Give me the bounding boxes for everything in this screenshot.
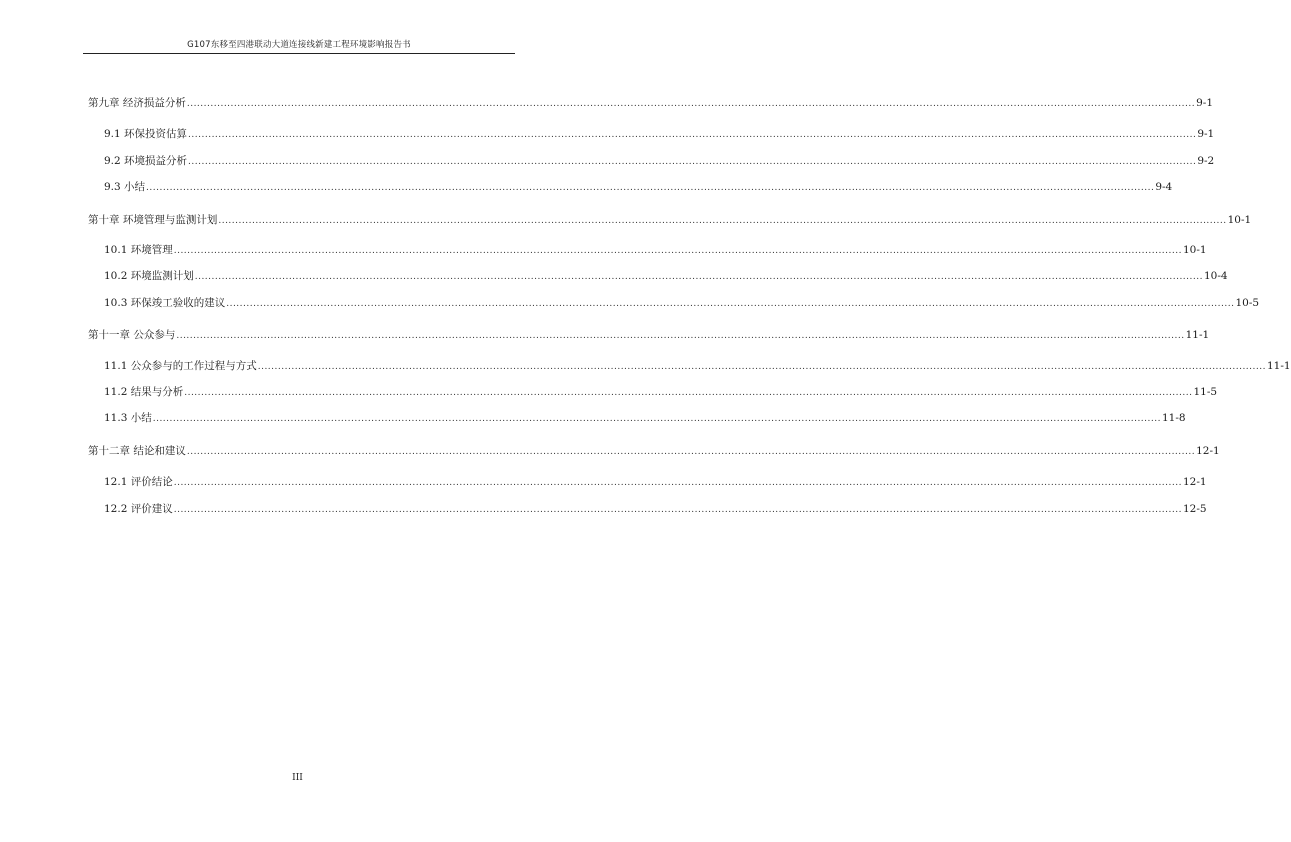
toc-entry[interactable] [104, 411, 1186, 426]
toc-entry[interactable] [104, 359, 1291, 374]
toc-dot-leader: ............................................................................................................................................................................................................................................................................................................ [173, 246, 1182, 256]
toc-entry[interactable] [88, 444, 1220, 459]
toc-entry-label: 第十一章 公众参与 [88, 329, 176, 341]
toc-entry-page: 10-5 [1235, 297, 1260, 309]
toc-entry-label: 10.1 环境管理 [104, 244, 173, 256]
toc-entry-page: 12-1 [1182, 476, 1207, 488]
toc-dot-leader: ............................................................................................................................................................................................................................................................................................................ [188, 130, 1197, 140]
toc-entry-label: 10.3 环保竣工验收的建议 [104, 297, 226, 309]
toc-dot-leader: ............................................................................................................................................................................................................................................................................................................ [146, 183, 1155, 193]
toc-entry-page: 11-5 [1193, 386, 1218, 398]
toc-entry-page: 9-1 [1197, 128, 1215, 140]
toc-dot-leader: ............................................................................................................................................................................................................................................................................................................ [186, 447, 1196, 457]
toc-dot-leader: ............................................................................................................................................................................................................................................................................................................ [188, 157, 1197, 167]
toc-entry-label: 第九章 经济损益分析 [88, 97, 186, 109]
toc-entry[interactable] [104, 243, 1207, 258]
toc-entry-page: 11-1 [1266, 360, 1291, 372]
toc-entry-page: 9-2 [1197, 155, 1215, 167]
running-header: G107东移至四港联动大道连接线新建工程环境影响报告书 [187, 40, 411, 50]
toc-entry-page: 10-4 [1203, 270, 1228, 282]
toc-entry[interactable] [104, 475, 1207, 490]
toc-dot-leader: ............................................................................................................................................................................................................................................................................................................ [186, 99, 1196, 109]
toc-entry[interactable] [104, 127, 1215, 142]
toc-dot-leader: ............................................................................................................................................................................................................................................................................................................ [218, 216, 1227, 226]
toc-entry-page: 11-1 [1185, 329, 1210, 341]
toc-entry-label: 9.2 环境损益分析 [104, 155, 188, 167]
toc-entry[interactable] [88, 328, 1210, 343]
toc-entry[interactable] [104, 180, 1173, 195]
toc-entry-page: 9-1 [1196, 97, 1214, 109]
toc-entry-page: 10-1 [1182, 244, 1207, 256]
toc-dot-leader: ............................................................................................................................................................................................................................................................................................................ [184, 388, 1193, 398]
toc-entry-label: 12.1 评价结论 [104, 476, 173, 488]
toc-entry[interactable] [104, 502, 1207, 517]
toc-entry-label: 11.1 公众参与的工作过程与方式 [104, 360, 257, 372]
toc-entry-page: 11-8 [1161, 412, 1186, 424]
toc-entry-page: 12-1 [1196, 445, 1220, 457]
toc-entry-label: 第十章 环境管理与监测计划 [88, 214, 218, 226]
toc-entry-label: 12.2 评价建议 [104, 503, 173, 515]
toc-entry-label: 9.1 环保投资估算 [104, 128, 188, 140]
page-number: III [292, 773, 303, 783]
toc-entry[interactable] [88, 96, 1214, 111]
toc-dot-leader: ............................................................................................................................................................................................................................................................................................................ [194, 272, 1203, 282]
toc-entry[interactable] [104, 385, 1218, 400]
toc-entry-page: 10-1 [1227, 214, 1252, 226]
toc-entry-page: 12-5 [1182, 503, 1207, 515]
toc-entry-label: 第十二章 结论和建议 [88, 445, 186, 457]
toc-dot-leader: ............................................................................................................................................................................................................................................................................................................ [173, 505, 1182, 515]
toc-dot-leader: ............................................................................................................................................................................................................................................................................................................ [257, 362, 1266, 372]
toc-entry-page: 9-4 [1155, 181, 1173, 193]
toc-entry[interactable] [104, 296, 1260, 311]
toc-dot-leader: ............................................................................................................................................................................................................................................................................................................ [173, 478, 1182, 488]
toc-dot-leader: ............................................................................................................................................................................................................................................................................................................ [226, 299, 1235, 309]
toc-entry-label: 9.3 小结 [104, 181, 146, 193]
toc-entry-label: 11.3 小结 [104, 412, 152, 424]
toc-entry[interactable] [104, 154, 1215, 169]
toc-dot-leader: ............................................................................................................................................................................................................................................................................................................ [152, 414, 1161, 424]
toc-entry-label: 10.2 环境监测计划 [104, 270, 194, 282]
toc-dot-leader: ............................................................................................................................................................................................................................................................................................................ [176, 331, 1185, 341]
header-rule [83, 53, 515, 54]
toc-entry-label: 11.2 结果与分析 [104, 386, 184, 398]
toc-entry[interactable] [88, 213, 1252, 228]
toc-entry[interactable] [104, 269, 1228, 284]
